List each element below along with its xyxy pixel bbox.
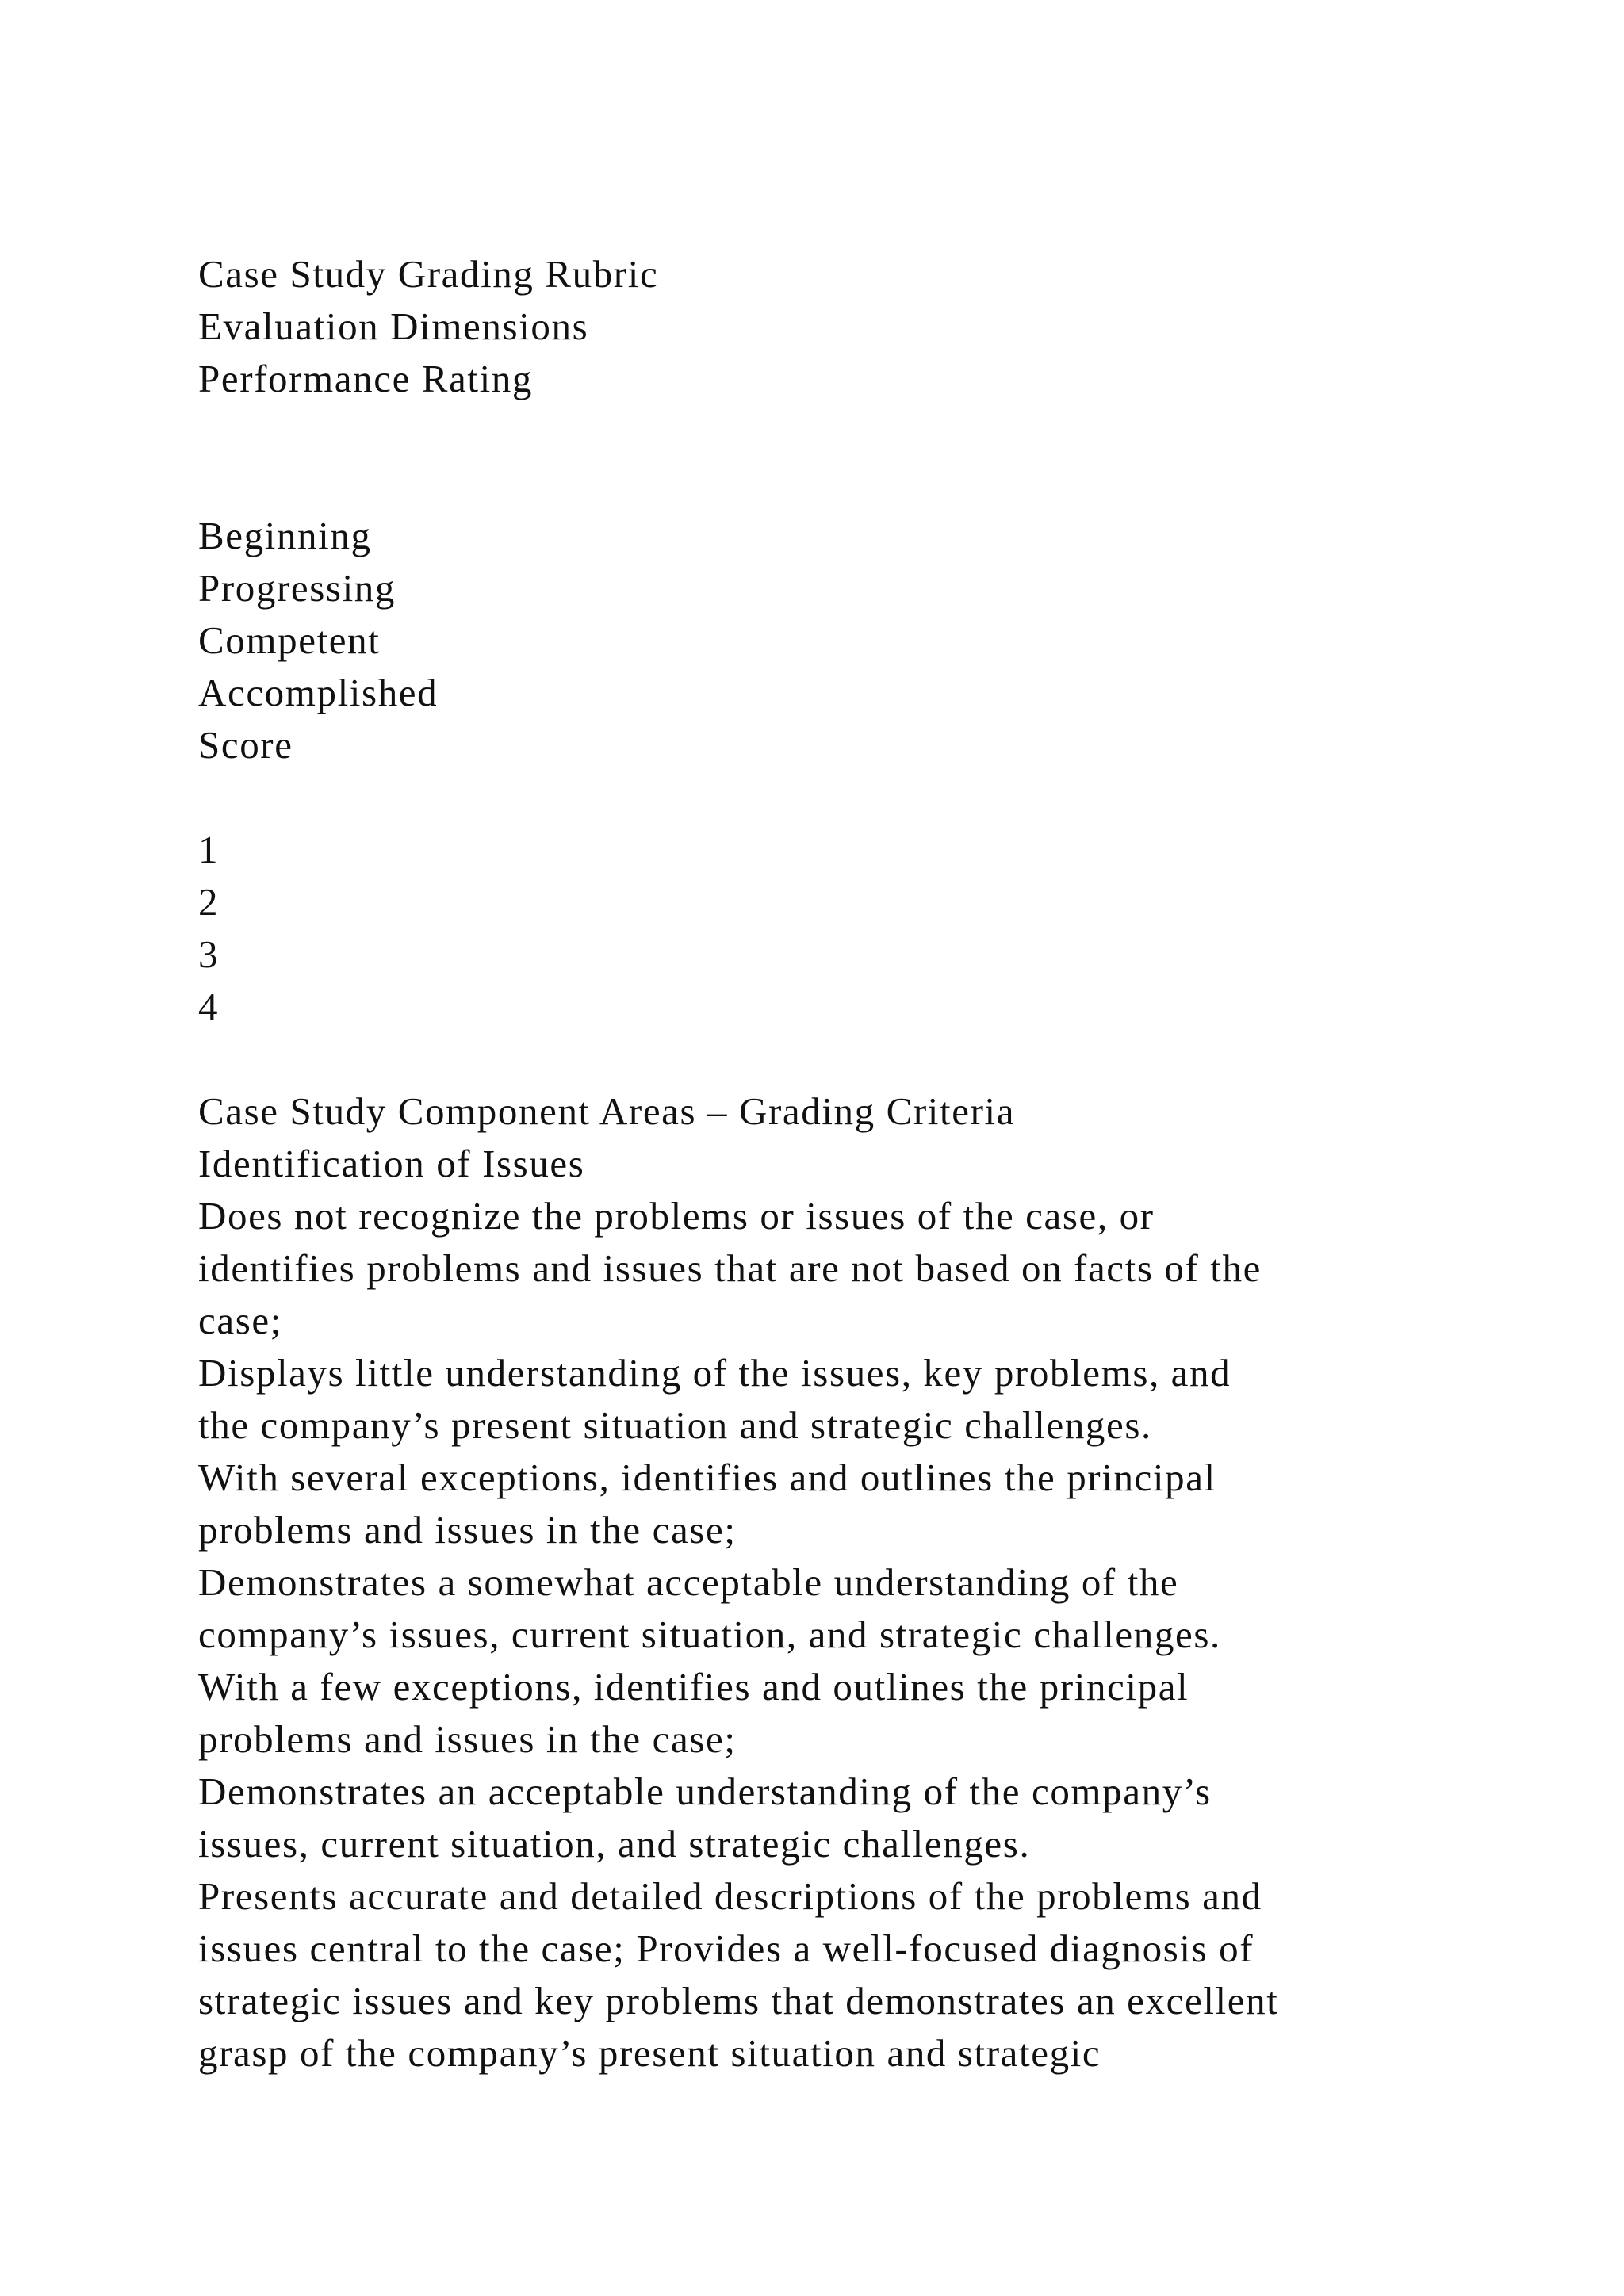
- criterion-line: Displays little understanding of the issues, key problems, and: [198, 1351, 1231, 1395]
- document-subtitle: Evaluation Dimensions: [198, 304, 589, 348]
- criterion-line: Demonstrates an acceptable understanding of the company’s: [198, 1770, 1212, 1813]
- rating-level-accomplished: Accomplished: [198, 671, 439, 714]
- criterion-line: the company’s present situation and strategic challenges.: [198, 1403, 1152, 1447]
- rating-number-1: 1: [198, 828, 220, 871]
- rating-level-beginning: Beginning: [198, 514, 372, 557]
- rating-number-3: 3: [198, 932, 220, 976]
- criterion-line: issues, current situation, and strategic challenges.: [198, 1822, 1031, 1866]
- criterion-title: Identification of Issues: [198, 1142, 585, 1185]
- rating-level-competent: Competent: [198, 618, 381, 662]
- rating-level-progressing: Progressing: [198, 566, 396, 610]
- criterion-line: problems and issues in the case;: [198, 1717, 737, 1761]
- criterion-line: strategic issues and key problems that demonstrates an excellent: [198, 1979, 1279, 2022]
- rating-number-2: 2: [198, 880, 220, 924]
- criterion-line: grasp of the company’s present situation and strategic: [198, 2031, 1101, 2075]
- document-body: [198, 248, 1507, 2080]
- section-heading: Case Study Component Areas – Grading Criteria: [198, 1089, 1016, 1133]
- criterion-line: company’s issues, current situation, and strategic challenges.: [198, 1613, 1221, 1656]
- rating-number-4: 4: [198, 985, 220, 1028]
- criterion-line: With several exceptions, identifies and outlines the principal: [198, 1456, 1216, 1499]
- criterion-line: Demonstrates a somewhat acceptable understanding of the: [198, 1560, 1179, 1604]
- document-title: Case Study Grading Rubric: [198, 252, 659, 296]
- criterion-line: identifies problems and issues that are not based on facts of the: [198, 1246, 1262, 1290]
- criterion-line: case;: [198, 1299, 282, 1342]
- criterion-line: With a few exceptions, identifies and outlines the principal: [198, 1665, 1189, 1709]
- criterion-line: issues central to the case; Provides a well-focused diagnosis of: [198, 1927, 1254, 1970]
- rating-level-score: Score: [198, 723, 293, 767]
- criterion-line: Presents accurate and detailed descriptions of the problems and: [198, 1874, 1262, 1918]
- criterion-line: Does not recognize the problems or issues of the case, or: [198, 1194, 1155, 1238]
- criterion-line: problems and issues in the case;: [198, 1508, 737, 1552]
- rating-heading: Performance Rating: [198, 357, 534, 400]
